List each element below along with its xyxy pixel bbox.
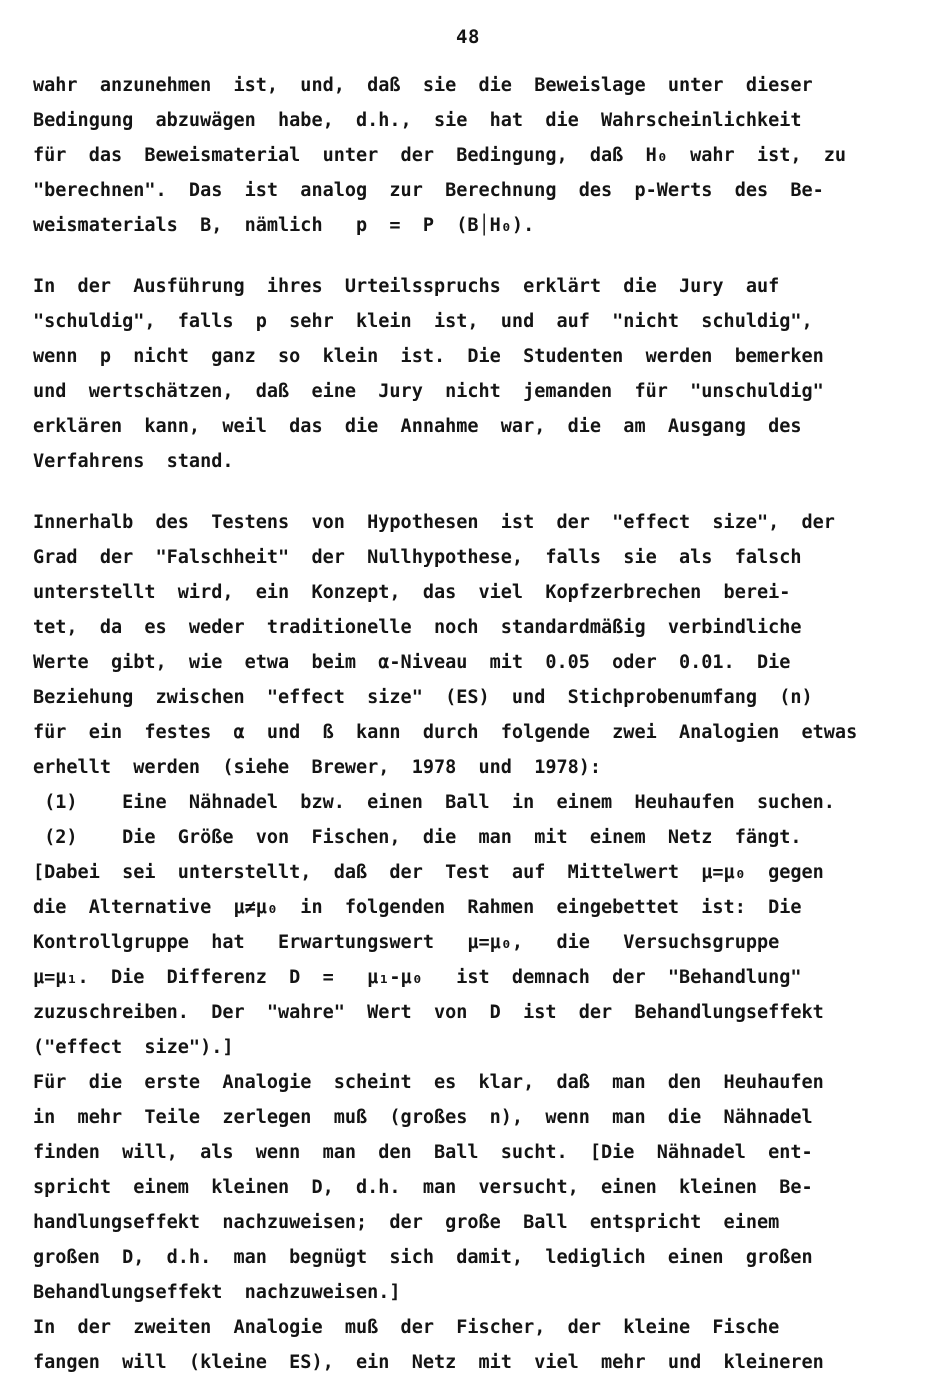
text-line: Kontrollgruppe hat Erwartungswert μ=μ₀, die Versuchsgruppe xyxy=(33,932,780,953)
paragraph-6 xyxy=(33,1310,909,1380)
text-line: in mehr Teile zerlegen muß (großes n), wenn man die Nähnadel xyxy=(33,1107,813,1128)
text-line: Verfahrens stand. xyxy=(33,451,234,472)
text-line: die Alternative μ≠μ₀ in folgenden Rahmen eingebettet ist: Die xyxy=(33,897,802,918)
text-line: "schuldig", falls p sehr klein ist, und auf "nicht schuldig", xyxy=(33,311,813,332)
paragraph-2 xyxy=(33,269,909,479)
paragraph-spacer xyxy=(33,243,909,269)
text-line: handlungseffekt nachzuweisen; der große Ball entspricht einem xyxy=(33,1212,780,1233)
text-line: wahr anzunehmen ist, und, daß sie die Beweislage unter dieser xyxy=(33,75,813,96)
text-line: "berechnen". Das ist analog zur Berechnung des p-Werts des Be- xyxy=(33,180,824,201)
text-line: erhellt werden (siehe Brewer, 1978 und 1978): xyxy=(33,757,602,778)
text-line: großen D, d.h. man begnügt sich damit, lediglich einen großen xyxy=(33,1247,813,1268)
text-line: Beziehung zwischen "effect size" (ES) und Stichprobenumfang (n) xyxy=(33,687,813,708)
text-line: μ=μ₁. Die Differenz D = μ₁-μ₀ ist demnach der "Behandlung" xyxy=(33,967,802,988)
text-line: Werte gibt, wie etwa beim α-Niveau mit 0.05 oder 0.01. Die xyxy=(33,652,791,673)
paragraph-1 xyxy=(33,68,909,243)
text-line: finden will, als wenn man den Ball sucht. [Die Nähnadel ent- xyxy=(33,1142,813,1163)
text-line: unterstellt wird, ein Konzept, das viel Kopfzerbrechen berei- xyxy=(33,582,791,603)
text-line: für das Beweismaterial unter der Bedingung, daß H₀ wahr ist, zu xyxy=(33,145,847,166)
paragraph-4 xyxy=(33,855,909,1065)
text-line: und wertschätzen, daß eine Jury nicht jemanden für "unschuldig" xyxy=(33,381,824,402)
paragraph-3 xyxy=(33,505,909,785)
text-line: fangen will (kleine ES), ein Netz mit viel mehr und kleineren xyxy=(33,1352,824,1373)
numbered-list xyxy=(33,785,909,855)
list-item: (1) Eine Nähnadel bzw. einen Ball in einem Heuhaufen suchen. xyxy=(33,792,835,813)
list-item: (2) Die Größe von Fischen, die man mit einem Netz fängt. xyxy=(33,827,802,848)
text-line: In der zweiten Analogie muß der Fischer, der kleine Fische xyxy=(33,1317,780,1338)
text-line: [Dabei sei unterstellt, daß der Test auf Mittelwert μ=μ₀ gegen xyxy=(33,862,824,883)
text-line: für ein festes α und ß kann durch folgende zwei Analogien etwas xyxy=(33,722,858,743)
text-line: Grad der "Falschheit" der Nullhypothese, falls sie als falsch xyxy=(33,547,802,568)
document-body xyxy=(33,68,909,1380)
text-line: zuzuschreiben. Der "wahre" Wert von D ist der Behandlungseffekt xyxy=(33,1002,824,1023)
page-number: 48 xyxy=(456,26,480,48)
text-line: In der Ausführung ihres Urteilsspruchs erklärt die Jury auf xyxy=(33,276,780,297)
text-line: Innerhalb des Testens von Hypothesen ist der "effect size", der xyxy=(33,512,835,533)
text-line: ("effect size").] xyxy=(33,1037,234,1058)
paragraph-5 xyxy=(33,1065,909,1310)
text-line: Bedingung abzuwägen habe, d.h., sie hat die Wahrscheinlichkeit xyxy=(33,110,802,131)
paragraph-spacer xyxy=(33,479,909,505)
text-line: weismaterials B, nämlich p = P (B│H₀). xyxy=(33,215,535,236)
text-line: Behandlungseffekt nachzuweisen.] xyxy=(33,1282,401,1303)
text-line: tet, da es weder traditionelle noch standardmäßig verbindliche xyxy=(33,617,802,638)
text-line: Für die erste Analogie scheint es klar, daß man den Heuhaufen xyxy=(33,1072,824,1093)
text-line: wenn p nicht ganz so klein ist. Die Studenten werden bemerken xyxy=(33,346,824,367)
text-line: erklären kann, weil das die Annahme war, die am Ausgang des xyxy=(33,416,802,437)
text-line: spricht einem kleinen D, d.h. man versucht, einen kleinen Be- xyxy=(33,1177,813,1198)
